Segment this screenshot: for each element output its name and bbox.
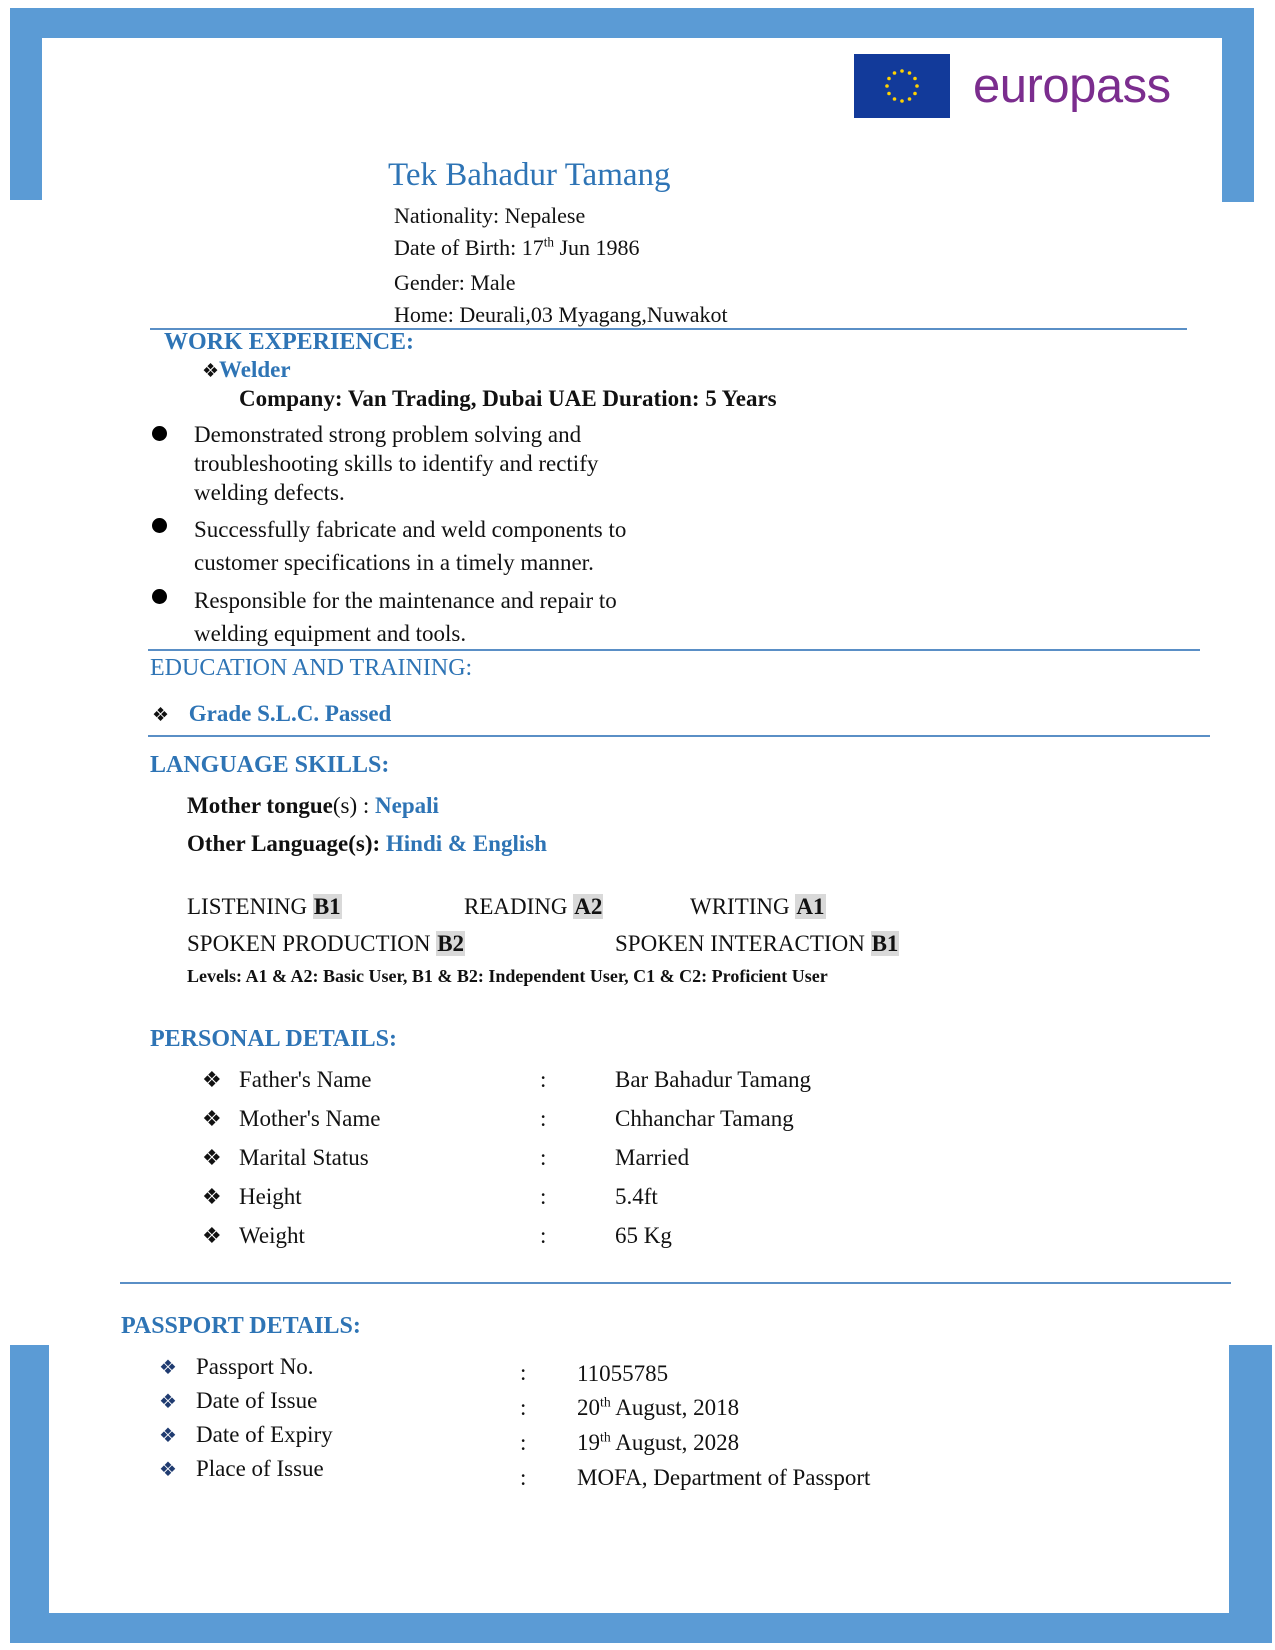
place-of-issue-value: MOFA, Department of Passport <box>577 1465 871 1490</box>
mother-tongue-label-rest: (s) : <box>332 793 376 818</box>
personal-value: 5.4ft <box>615 1184 658 1209</box>
personal-value: Bar Bahadur Tamang <box>615 1067 811 1092</box>
work-bullet-2-line-1: Successfully fabricate and weld components to <box>194 517 627 542</box>
place-of-issue-label: Place of Issue <box>196 1456 324 1481</box>
issue-sup: th <box>600 1394 611 1410</box>
levels-note: Levels: A1 & A2: Basic User, B1 & B2: Independent User, C1 & C2: Proficient User <box>187 966 828 986</box>
spoken-production-skill <box>187 931 465 957</box>
work-bullet-2-line-2: customer specifications in a timely manner. <box>194 550 594 575</box>
personal-value: 65 Kg <box>615 1223 672 1248</box>
work-bullet-1 <box>194 420 598 507</box>
mother-tongue <box>187 793 439 819</box>
passport-number-label: Passport No. <box>196 1354 314 1379</box>
bullet-dot-icon <box>152 518 167 533</box>
bullet-dot-icon <box>152 426 167 441</box>
writing-label: WRITING <box>690 894 796 919</box>
dob-suffix: Jun 1986 <box>553 235 640 260</box>
divider <box>148 649 1200 651</box>
colon-separator: : <box>540 1184 547 1209</box>
reading-label: READING <box>464 894 574 919</box>
diamond-bullet-icon: ❖ <box>202 1067 222 1092</box>
language-skills-heading: LANGUAGE SKILLS: <box>150 752 390 778</box>
personal-value: Married <box>615 1145 690 1170</box>
spoken-interaction-skill <box>615 931 899 957</box>
diamond-bullet-icon: ❖ <box>202 1145 222 1170</box>
listening-level: B1 <box>313 894 341 919</box>
colon-separator: : <box>520 1395 527 1420</box>
colon-separator: : <box>520 1465 527 1490</box>
gender: Gender: Male <box>394 270 516 295</box>
date-of-birth <box>394 235 640 261</box>
work-bullet-3-line-2: welding equipment and tools. <box>194 621 467 646</box>
personal-details-heading: PERSONAL DETAILS: <box>150 1026 397 1052</box>
divider <box>148 735 1210 737</box>
education-item-text: Grade S.L.C. Passed <box>188 701 392 726</box>
other-languages <box>187 831 547 857</box>
bullet-dot-icon <box>152 589 167 604</box>
eu-flag-logo <box>854 54 950 118</box>
frame-bottom-right-bar <box>1229 1345 1272 1643</box>
expiry-day: 19 <box>577 1430 600 1455</box>
listening-label: LISTENING <box>187 894 313 919</box>
expiry-sup: th <box>600 1429 611 1445</box>
diamond-bullet-icon: ❖ <box>159 1425 177 1447</box>
colon-separator: : <box>540 1223 547 1248</box>
candidate-name: Tek Bahadur Tamang <box>388 157 671 193</box>
passport-details-heading: PASSPORT DETAILS: <box>121 1313 361 1339</box>
personal-label: Weight <box>239 1223 305 1248</box>
frame-top-right-bar <box>1222 8 1254 202</box>
personal-label: Height <box>239 1184 302 1209</box>
date-of-expiry-value <box>577 1430 739 1456</box>
work-bullet-1-line-1: Demonstrated strong problem solving and <box>194 422 582 447</box>
colon-separator: : <box>520 1430 527 1455</box>
reading-level: A2 <box>574 894 603 919</box>
writing-level: A1 <box>796 894 825 919</box>
nationality: Nationality: Nepalese <box>394 203 586 228</box>
spoken-interaction-level: B1 <box>871 931 899 956</box>
spoken-production-level: B2 <box>437 931 465 956</box>
listening-skill <box>187 894 342 920</box>
other-languages-label: Other Language(s): <box>187 831 386 856</box>
colon-separator: : <box>540 1106 547 1131</box>
spoken-interaction-label: SPOKEN INTERACTION <box>615 931 871 956</box>
divider <box>120 1282 1231 1284</box>
colon-separator: : <box>540 1067 547 1092</box>
date-of-expiry-label: Date of Expiry <box>196 1422 333 1447</box>
diamond-bullet-icon: ❖ <box>159 1391 177 1413</box>
dob-sup: th <box>543 234 554 250</box>
diamond-bullet-icon: ❖ <box>202 1223 222 1248</box>
diamond-bullet-icon: ❖ <box>159 1357 177 1379</box>
issue-rest: August, 2018 <box>610 1395 740 1420</box>
personal-label: Mother's Name <box>239 1106 381 1131</box>
date-of-issue-value <box>577 1395 739 1421</box>
frame-top-left-bar <box>10 8 42 200</box>
colon-separator: : <box>540 1145 547 1170</box>
work-bullet-1-line-3: welding defects. <box>194 480 345 505</box>
job-title <box>202 357 291 383</box>
eu-stars-icon <box>854 54 950 118</box>
work-bullet-3-line-1: Responsible for the maintenance and repair to <box>194 588 617 613</box>
personal-label: Marital Status <box>239 1145 369 1170</box>
frame-bottom-bar <box>18 1613 1262 1643</box>
diamond-bullet-icon: ❖ <box>202 1184 222 1209</box>
work-bullet-2 <box>194 513 626 579</box>
job-title-text: Welder <box>219 357 291 382</box>
spoken-production-label: SPOKEN PRODUCTION <box>187 931 437 956</box>
home-address: Home: Deurali,03 Myagang,Nuwakot <box>394 302 728 327</box>
colon-separator: : <box>520 1360 527 1385</box>
other-languages-value: Hindi & English <box>385 831 547 856</box>
personal-label: Father's Name <box>239 1067 372 1092</box>
work-experience-heading: WORK EXPERIENCE: <box>164 329 415 355</box>
dob-prefix: Date of Birth: 17 <box>394 235 544 260</box>
writing-skill <box>690 894 826 920</box>
frame-top-bar <box>10 8 1254 38</box>
expiry-rest: August, 2028 <box>610 1430 740 1455</box>
diamond-bullet-icon: ❖ <box>159 1459 177 1481</box>
education-item <box>152 701 391 727</box>
europass-logo-text: europass <box>973 59 1171 113</box>
reading-skill <box>464 894 603 920</box>
diamond-bullet-icon: ❖ <box>202 361 220 382</box>
company-line: Company: Van Trading, Dubai UAE Duration: 5 Years <box>239 386 777 411</box>
work-bullet-1-line-2: troubleshooting skills to identify and rectify <box>194 451 599 476</box>
date-of-issue-label: Date of Issue <box>196 1388 318 1413</box>
diamond-bullet-icon: ❖ <box>202 1106 222 1131</box>
frame-bottom-left-bar <box>10 1345 49 1643</box>
education-heading: EDUCATION AND TRAINING: <box>150 655 473 681</box>
passport-number-value: 11055785 <box>577 1361 669 1386</box>
personal-value: Chhanchar Tamang <box>615 1106 794 1131</box>
work-bullet-3 <box>194 584 617 650</box>
diamond-bullet-icon: ❖ <box>152 705 170 726</box>
issue-day: 20 <box>577 1395 600 1420</box>
mother-tongue-value: Nepali <box>375 793 439 818</box>
mother-tongue-label: Mother tongue <box>187 793 333 818</box>
